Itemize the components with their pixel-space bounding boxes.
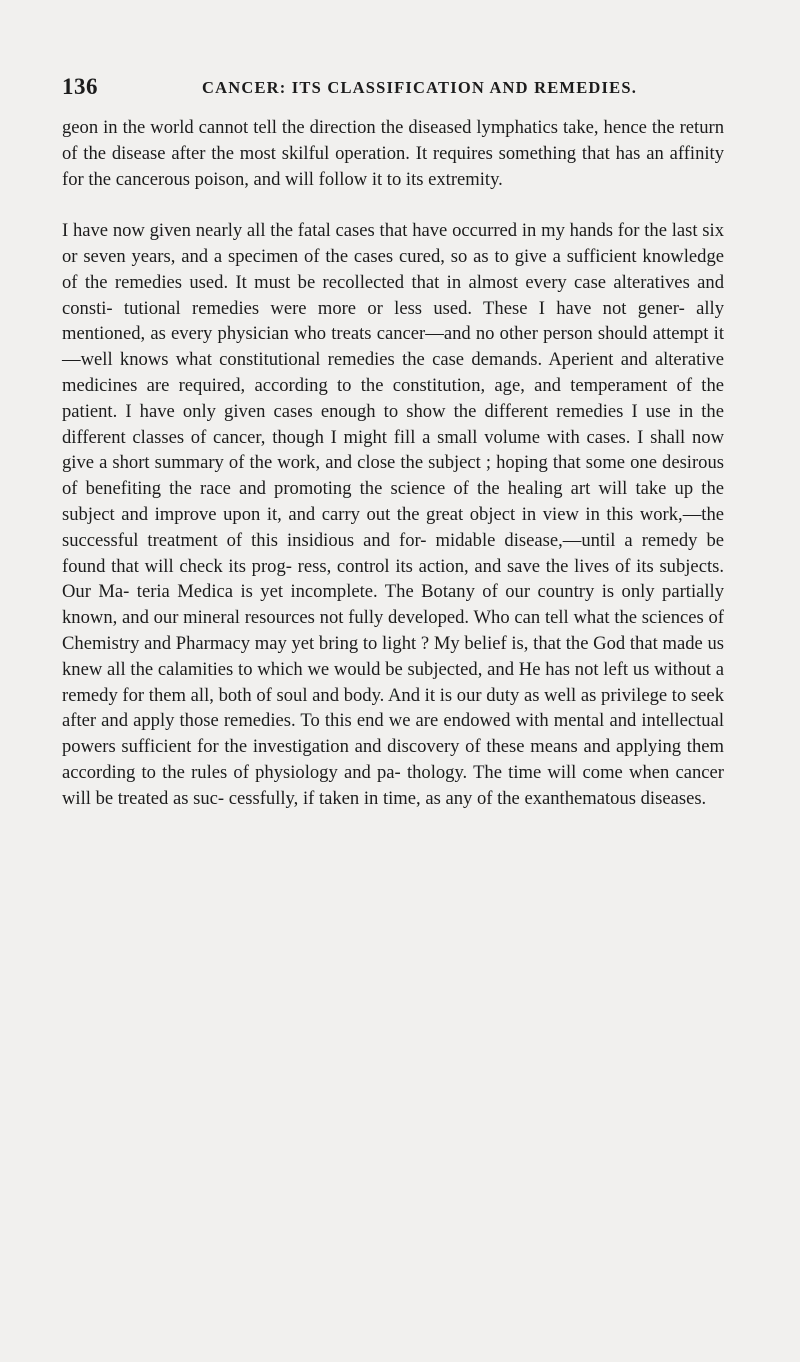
running-title: CANCER: ITS CLASSIFICATION AND REMEDIES. (202, 78, 638, 97)
paragraph-spacer (62, 192, 724, 218)
body-text (62, 115, 724, 812)
paragraph-continuation: geon in the world cannot tell the direction the diseased lymphatics take, hence the return of the disease after the most skilful operation. It requires something that has an affinity for the cancerous poison, and will follow it to its extremity. (62, 117, 724, 190)
running-head (62, 74, 672, 104)
page-number: 136 (62, 74, 98, 99)
paragraph-summary: I have now given nearly all the fatal cases that have occurred in my hands for the last six or seven years, and a specimen of the cases cured, so as to give a sufficient knowledge of the remedies used. It must be recollected that in almost every case alteratives and consti- tutional remedies were more or less used. These I have not gener- ally mentioned, as every physician who treats cancer—and no other person should attempt it—well knows what constitutional remedies the case demands. Aperient and alterative medicines are required, according to the constitution, age, and temperament of the patient. I have only given cases enough to show the different remedies I use in the different classes of cancer, though I might fill a small volume with cases. I shall now give a short summary of the work, and close the subject ; hoping that some one desirous of benefiting the race and promoting the science of the healing art will take up the subject and improve upon it, and carry out the great object in view in this work,—the successful treatment of this insidious and for- midable disease,—until a remedy be found that will check its prog- ress, control its action, and save the lives of its subjects. Our Ma- teria Medica is yet incomplete. The Botany of our country is only partially known, and our mineral resources not fully developed. Who can tell what the sciences of Chemistry and Pharmacy may yet bring to light ? My belief is, that the God that made us knew all the calamities to which we would be subjected, and He has not left us without a remedy for them all, both of soul and body. And it is our duty as well as privilege to seek after and apply those remedies. To this end we are endowed with mental and intellectual powers sufficient for the investigation and discovery of these means and applying them according to the rules of physiology and pa- thology. The time will come when cancer will be treated as suc- cessfully, if taken in time, as any of the exanthematous diseases. (62, 220, 724, 809)
